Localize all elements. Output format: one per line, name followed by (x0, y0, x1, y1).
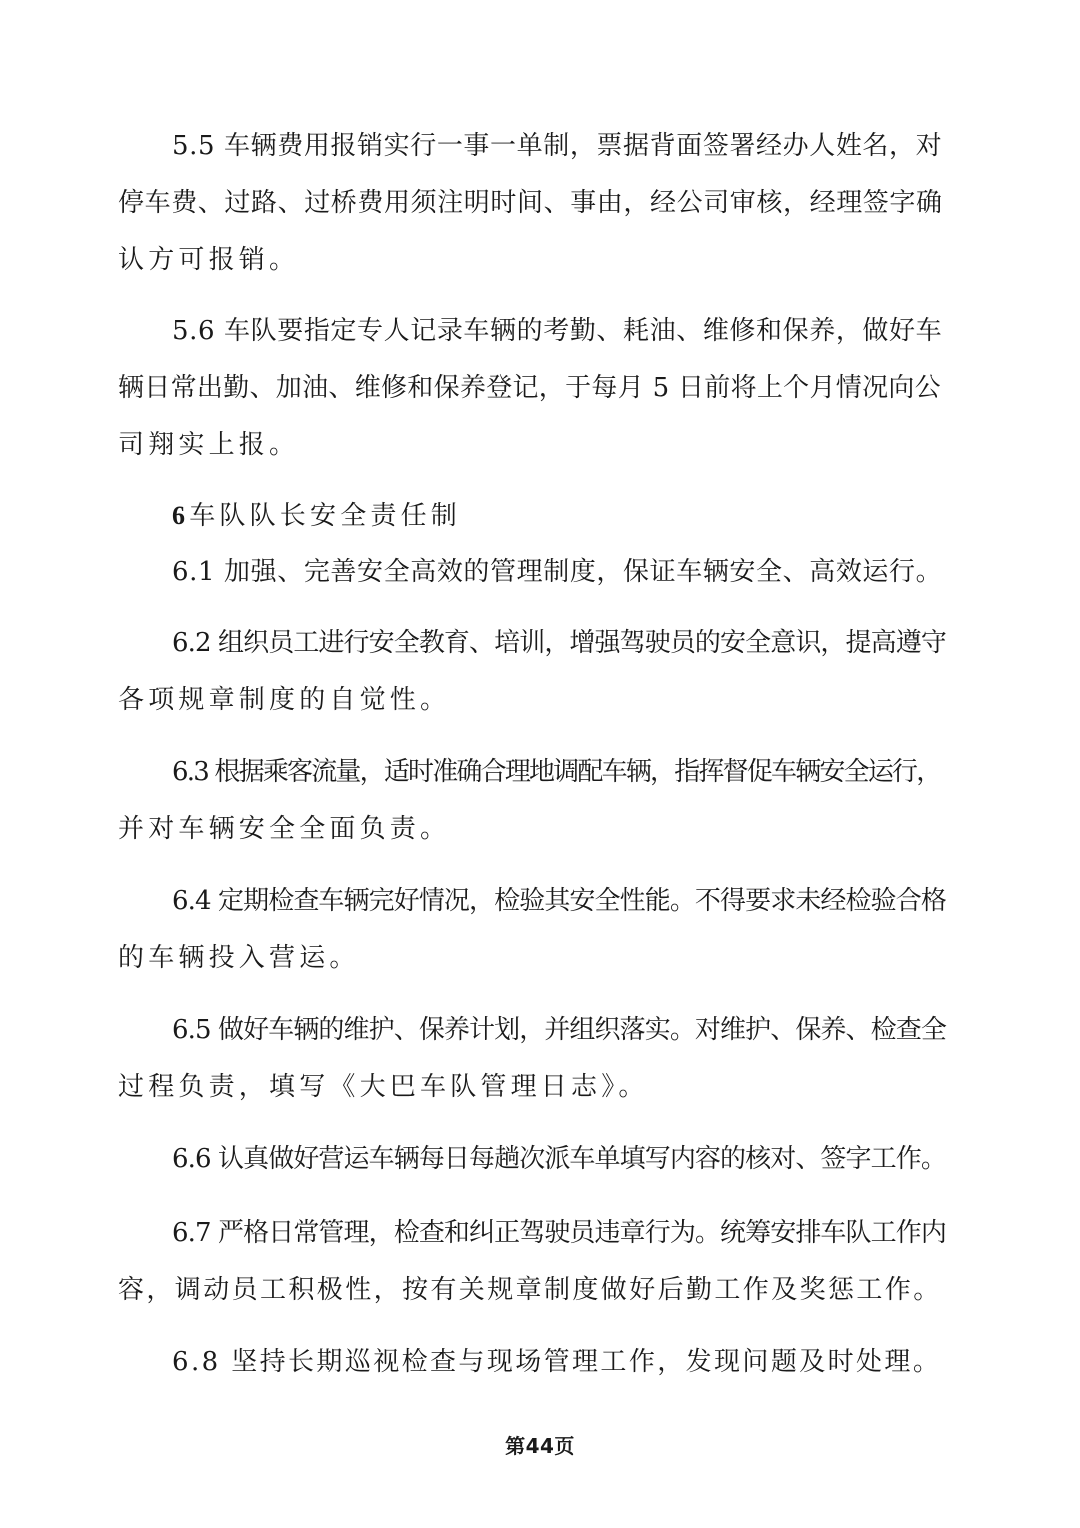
paragraph-line: 辆日常出勤、加油、维修和保养登记，于每月 5 日前将上个月情况向公 (118, 373, 941, 403)
paragraph-line: 6.1 加强、完善安全高效的管理制度，保证车辆安全、高效运行。 (172, 557, 943, 587)
paragraph-5-6 (118, 303, 948, 474)
paragraph-line: 6.3 根据乘客流量，适时准确合理地调配车辆，指挥督促车辆安全运行， (172, 757, 941, 787)
paragraph-line: 6.6 认真做好营运车辆每日每趟次派车单填写内容的核对、签字工作。 (172, 1144, 946, 1174)
paragraph-line: 6.2 组织员工进行安全教育、培训，增强驾驶员的安全意识，提高遵守 (172, 628, 946, 658)
section-heading-line (118, 487, 948, 544)
paragraph-line: 6.7 严格日常管理，检查和纠正驾驶员违章行为。统筹安排车队工作内 (172, 1218, 946, 1248)
paragraph-6-1 (118, 544, 948, 601)
paragraph-6-3 (118, 744, 948, 858)
paragraph-6-8 (118, 1334, 948, 1391)
section-title: 车队队长安全责任制 (189, 501, 462, 531)
paragraph-line: 5.5 车辆费用报销实行一事一单制，票据背面签署经办人姓名，对 (172, 131, 943, 161)
paragraph-line: 6.5 做好车辆的维护、保养计划，并组织落实。对维护、保养、检查全 (172, 1015, 946, 1045)
paragraph-line: 各项规章制度的自觉性。 (118, 685, 451, 715)
paragraph-6-2 (118, 615, 948, 729)
paragraph-line: 并对车辆安全全面负责。 (118, 814, 451, 844)
paragraph-line: 停车费、过路、过桥费用须注明时间、事由，经公司审核，经理签字确 (118, 188, 943, 218)
section-number: 6 (172, 501, 190, 530)
paragraph-line: 5.6 车队要指定专人记录车辆的考勤、耗油、维修和保养，做好车 (172, 316, 943, 346)
paragraph-6-7 (118, 1205, 948, 1319)
paragraph-line: 容，调动员工积极性，按有关规章制度做好后勤工作及奖惩工作。 (118, 1275, 942, 1305)
paragraph-line: 6.8 坚持长期巡视检查与现场管理工作，发现问题及时处理。 (172, 1347, 942, 1377)
page-number: 第44页 (505, 1434, 575, 1458)
paragraph-6-5 (118, 1002, 948, 1116)
paragraph-5-5 (118, 118, 948, 289)
paragraph-line: 的车辆投入营运。 (118, 943, 360, 973)
paragraph-line: 司翔实上报。 (118, 430, 300, 460)
paragraph-6-6 (118, 1131, 948, 1188)
paragraph-line: 6.4 定期检查车辆完好情况，检验其安全性能。不得要求未经检验合格 (172, 886, 946, 916)
paragraph-line: 过程负责，填写《大巴车队管理日志》。 (118, 1072, 649, 1102)
paragraph-line: 认方可报销。 (118, 245, 300, 275)
section-heading (118, 487, 948, 544)
paragraph-6-4 (118, 873, 948, 987)
